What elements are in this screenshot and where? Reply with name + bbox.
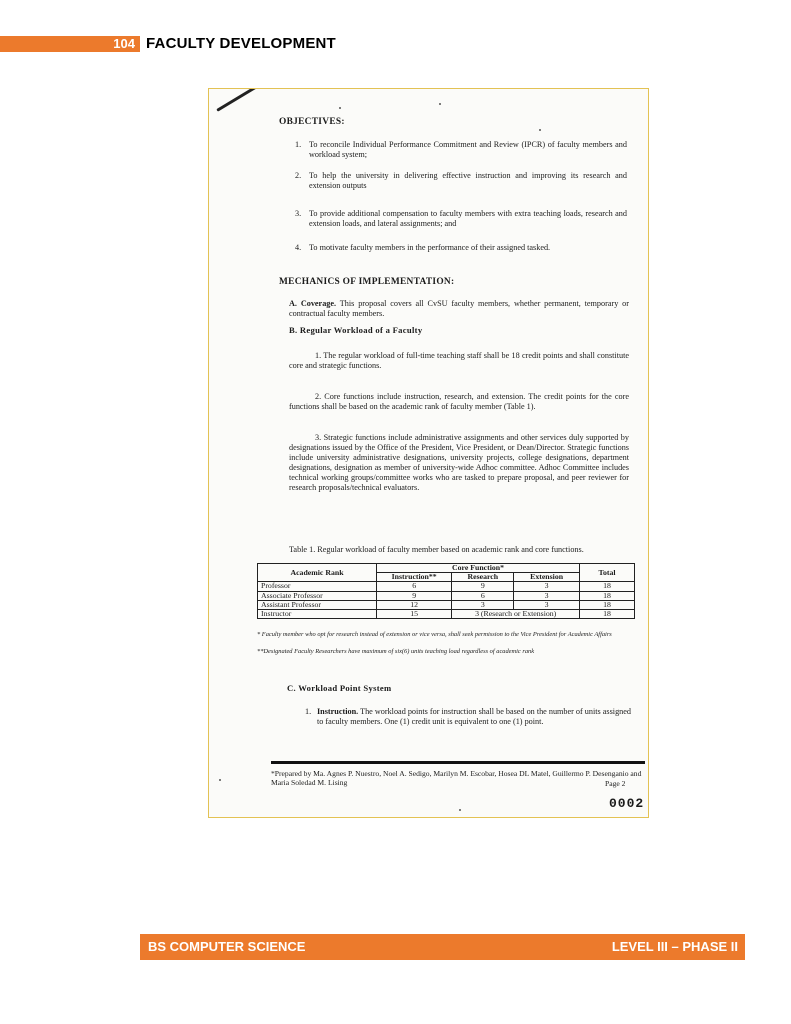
extension-cell: 3 (514, 600, 580, 609)
col-header-total: Total (580, 564, 635, 582)
instruction-cell: 15 (377, 610, 452, 619)
coverage-text: This proposal covers all CvSU faculty members, whether permanent, temporary or contractual faculty members. (289, 299, 629, 318)
objectives-title: OBJECTIVES: (279, 117, 345, 127)
col-header-core-function: Core Function* (377, 564, 580, 573)
extension-cell: 3 (514, 591, 580, 600)
objective-text: To provide additional compensation to faculty members with extra teaching loads, research and extension loads, and lateral assignments; and (309, 209, 627, 228)
section-title: FACULTY DEVELOPMENT (146, 35, 336, 52)
objective-number: 4. (295, 243, 302, 252)
document-stamp: 0002 (609, 796, 645, 811)
objective-number: 1. (295, 140, 302, 149)
total-cell: 18 (580, 600, 635, 609)
research-extension-cell: 3 (Research or Extension) (452, 610, 580, 619)
pen-mark (216, 88, 284, 112)
table-row (258, 600, 635, 609)
objective-text: To reconcile Individual Performance Commitment and Review (IPCR) of faculty members and workload system; (309, 140, 627, 159)
instruction-label: Instruction. (317, 707, 359, 716)
rank-cell: Associate Professor (258, 591, 377, 600)
objective-number: 2. (295, 171, 302, 180)
instruction-paragraph (317, 707, 631, 727)
page-number: 104 (113, 36, 135, 51)
instruction-text: The workload points for instruction shall be based on the number of units assigned to faculty members. One (1) credit unit is equivalent to one (1) point. (317, 707, 631, 726)
rank-cell: Assistant Professor (258, 600, 377, 609)
instruction-cell: 9 (377, 591, 452, 600)
table-footnote-2: **Designated Faculty Researchers have maximum of six(6) units teaching load regardless of academic rank (257, 648, 535, 655)
scan-speck (219, 779, 221, 781)
objective-text: To help the university in delivering effective instruction and improving its research and extension outputs (309, 171, 627, 190)
footer-program: BS COMPUTER SCIENCE (148, 939, 306, 954)
regular-workload-title: B. Regular Workload of a Faculty (289, 325, 423, 335)
table-caption: Table 1. Regular workload of faculty member based on academic rank and core functions. (289, 545, 584, 554)
scan-speck (339, 107, 341, 109)
research-cell: 9 (452, 582, 514, 591)
instruction-cell: 6 (377, 582, 452, 591)
instruction-number: 1. (305, 707, 312, 716)
scanned-document (208, 88, 649, 818)
objective-text: To motivate faculty members in the performance of their assigned tasked. (309, 243, 551, 252)
coverage-paragraph (289, 299, 629, 319)
total-cell: 18 (580, 582, 635, 591)
scan-speck (539, 129, 541, 131)
scan-speck (459, 809, 461, 811)
table-row (258, 610, 635, 619)
workload-paragraph-2: 2. Core functions include instruction, research, and extension. The credit points for the core functions shall be based on the academic rank of faculty member (Table 1). (289, 392, 629, 411)
scan-speck (439, 103, 441, 105)
scan-page-label: Page 2 (605, 779, 626, 788)
extension-cell: 3 (514, 582, 580, 591)
workload-table (257, 563, 635, 619)
research-cell: 3 (452, 600, 514, 609)
total-cell: 18 (580, 591, 635, 600)
subheader-instruction: Instruction** (377, 573, 452, 582)
table-row (258, 582, 635, 591)
rank-cell: Instructor (258, 610, 377, 619)
table-row (258, 591, 635, 600)
mechanics-title: MECHANICS OF IMPLEMENTATION: (279, 277, 455, 287)
research-cell: 6 (452, 591, 514, 600)
rank-cell: Professor (258, 582, 377, 591)
coverage-label: A. Coverage. (289, 299, 337, 308)
workload-point-title: C. Workload Point System (287, 683, 392, 693)
workload-paragraph-1: 1. The regular workload of full-time teaching staff shall be 18 credit points and shall constitute core and strategic functions. (289, 351, 629, 370)
table-footnote-1: * Faculty member who opt for research instead of extension or vice versa, shall seek permission to the Vice President for Academic Affairs (257, 631, 612, 638)
subheader-extension: Extension (514, 573, 580, 582)
workload-paragraph-3: 3. Strategic functions include administrative assignments and other services duly supported by designations issued by the Office of the President, Vice President, or Dean/Director. Strategic functions include university administrative designations, university projects, college designations, department designations, designation as member of university-wide Adhoc committee. Adhoc Committee includes technical working groups/committee works who are tasked to prepare proposal, and peer reviewer for research proposals/technical evaluators. (289, 433, 629, 492)
objective-number: 3. (295, 209, 302, 218)
col-header-rank: Academic Rank (258, 564, 377, 582)
footer-rule (271, 761, 645, 764)
instruction-cell: 12 (377, 600, 452, 609)
prepared-by-note: *Prepared by Ma. Agnes P. Nuestro, Noel A. Sedigo, Marilyn M. Escobar, Hosea DL Matel, Guillermo P. Desenganio and Maria Soledad M. Lising (271, 769, 642, 787)
total-cell: 18 (580, 610, 635, 619)
footer-level: LEVEL III – PHASE II (611, 939, 738, 954)
subheader-research: Research (452, 573, 514, 582)
